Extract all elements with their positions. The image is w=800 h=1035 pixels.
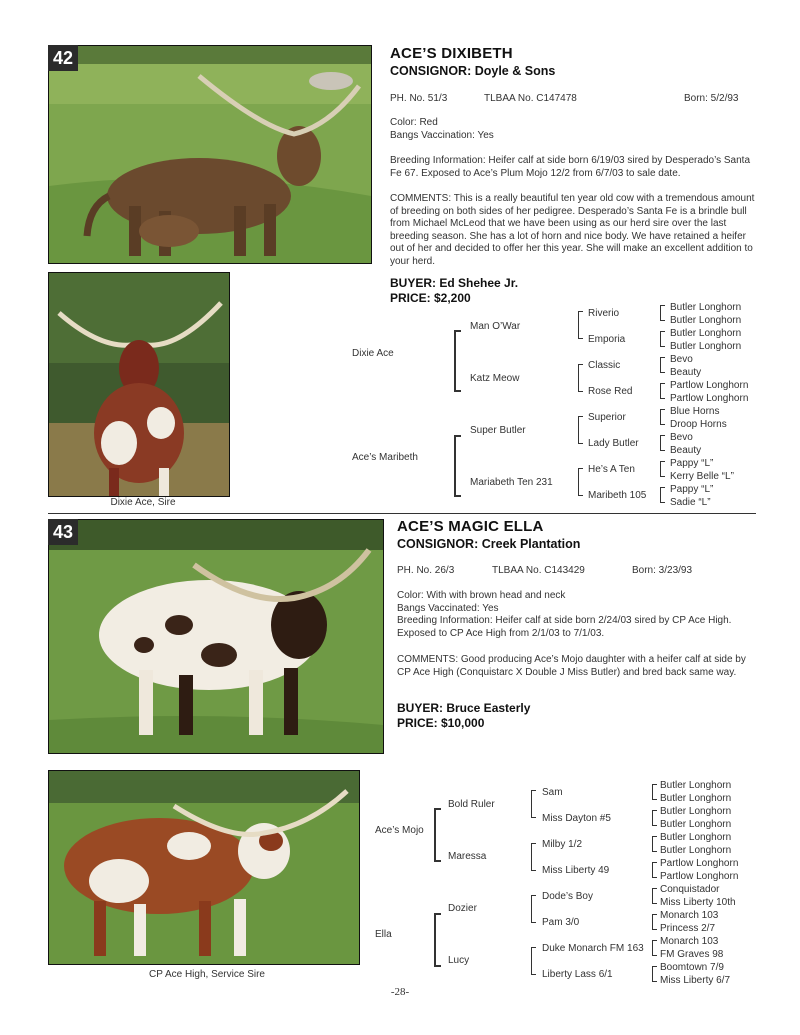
pedigree-gen4: Partlow Longhorn — [660, 858, 739, 869]
pedigree-gen4: Partlow Longhorn — [670, 393, 749, 404]
pedigree-gen2: Mariabeth Ten 231 — [470, 477, 553, 488]
pedigree-gen4: Bevo — [670, 354, 693, 365]
pedigree-gen3: Miss Dayton #5 — [542, 813, 611, 824]
pedigree-gen3: Classic — [588, 360, 621, 371]
service-sire-caption: CP Ace High, Service Sire — [149, 969, 265, 980]
pedigree-gen3: Milby 1/2 — [542, 839, 583, 850]
tlbaa-number: TLBAA No. C147478 — [484, 93, 577, 104]
pedigree-gen4: Princess 2/7 — [660, 923, 716, 934]
pedigree-gen2: Man O’War — [470, 321, 521, 332]
consignor: CONSIGNOR: Doyle & Sons — [390, 64, 556, 78]
pedigree-gen4: FM Graves 98 — [660, 949, 724, 960]
page-number: -28- — [390, 986, 410, 998]
pedigree-gen3: Liberty Lass 6/1 — [542, 969, 613, 980]
pedigree-gen4: Blue Horns — [670, 406, 720, 417]
pedigree-gen3: Miss Liberty 49 — [542, 865, 610, 876]
pedigree-gen4: Monarch 103 — [660, 910, 719, 921]
pedigree-gen3: He’s A Ten — [588, 464, 635, 475]
pedigree-gen3: Riverio — [588, 308, 620, 319]
pedigree-gen2: Katz Meow — [470, 373, 520, 384]
lot-number-badge: 43 — [48, 519, 78, 545]
price: PRICE: $2,200 — [390, 291, 471, 305]
pedigree-gen2: Dozier — [448, 903, 477, 914]
pedigree-gen4: Butler Longhorn — [660, 780, 732, 791]
color-info: Color: With with brown head and neck — [397, 590, 566, 601]
pedigree-gen4: Butler Longhorn — [670, 302, 742, 313]
pedigree-gen3: Superior — [588, 412, 626, 423]
ph-number: PH. No. 26/3 — [397, 565, 455, 576]
sire-caption: Dixie Ace, Sire — [110, 497, 176, 508]
pedigree-gen3: Sam — [542, 787, 563, 798]
buyer: BUYER: Ed Shehee Jr. — [390, 276, 519, 290]
pedigree-gen4: Conquistador — [660, 884, 720, 895]
pedigree-gen4: Monarch 103 — [660, 936, 719, 947]
bangs-info: Bangs Vaccination: Yes — [390, 130, 494, 141]
pedigree-gen3: Dode’s Boy — [542, 891, 593, 902]
pedigree-sire: Dixie Ace — [352, 348, 394, 359]
lot-title: ACE’S DIXIBETH — [390, 45, 513, 62]
service-sire-photo — [48, 770, 360, 965]
breeding-info: Breeding Information: Heifer calf at side born 2/24/03 sired by CP Ace High. Exposed to CP Ace High from 2/1/03 to 7/1/03. — [397, 615, 732, 639]
born-date: Born: 3/23/93 — [632, 565, 693, 576]
pedigree-gen4: Beauty — [670, 445, 702, 456]
pedigree-gen4: Partlow Longhorn — [670, 380, 749, 391]
pedigree-gen4: Butler Longhorn — [670, 328, 742, 339]
pedigree-dam: Ella — [375, 929, 392, 940]
pedigree-gen3: Rose Red — [588, 386, 633, 397]
pedigree-gen3: Duke Monarch FM 163 — [542, 943, 644, 954]
comments: COMMENTS: Good producing Ace’s Mojo daughter with a heifer calf at side by CP Ace High (Conquistarc X Double J Miss Butler) and bred back same way. — [397, 654, 746, 678]
pedigree-gen4: Butler Longhorn — [660, 832, 732, 843]
pedigree-gen4: Droop Horns — [670, 419, 727, 430]
pedigree-gen4: Butler Longhorn — [660, 845, 732, 856]
pedigree-gen2: Maressa — [448, 851, 487, 862]
lot-title: ACE’S MAGIC ELLA — [397, 518, 544, 535]
buyer: BUYER: Bruce Easterly — [397, 701, 531, 715]
consignor: CONSIGNOR: Creek Plantation — [397, 537, 581, 551]
pedigree-gen3: Maribeth 105 — [588, 490, 647, 501]
price: PRICE: $10,000 — [397, 716, 485, 730]
pedigree-gen4: Miss Liberty 6/7 — [660, 975, 731, 986]
pedigree-sire: Ace’s Mojo — [375, 825, 424, 836]
pedigree-gen4: Butler Longhorn — [660, 793, 732, 804]
pedigree-gen4: Butler Longhorn — [670, 341, 742, 352]
pedigree-gen4: Butler Longhorn — [670, 315, 742, 326]
pedigree-gen4: Partlow Longhorn — [660, 871, 739, 882]
section-divider — [48, 513, 756, 514]
pedigree-gen3: Lady Butler — [588, 438, 639, 449]
pedigree-gen4: Sadie “L” — [670, 497, 711, 508]
ph-number: PH. No. 51/3 — [390, 93, 448, 104]
color-info: Color: Red — [390, 117, 438, 128]
pedigree-gen4: Beauty — [670, 367, 702, 378]
bangs-info: Bangs Vaccinated: Yes — [397, 603, 499, 614]
pedigree-gen4: Pappy “L” — [670, 484, 714, 495]
born-date: Born: 5/2/93 — [684, 93, 739, 104]
pedigree-gen4: Miss Liberty 10th — [660, 897, 736, 908]
pedigree-gen4: Kerry Belle “L” — [670, 471, 734, 482]
pedigree-dam: Ace’s Maribeth — [352, 452, 418, 463]
pedigree-gen4: Butler Longhorn — [660, 819, 732, 830]
pedigree-gen4: Boomtown 7/9 — [660, 962, 724, 973]
pedigree-gen4: Bevo — [670, 432, 693, 443]
tlbaa-number: TLBAA No. C143429 — [492, 565, 585, 576]
comments: COMMENTS: This is a really beautiful ten year old cow with a tremendous amount of breeding on both sides of her pedigree. Desperado’s Santa Fe is a brindle bull from Michael McLeod that we have been using as our herd sire over the last breeding season. She has a lot of horn and nice body. We have retained a heifer out of her and decided to offer her this year. She will make an excellent addition to your herd. — [390, 193, 755, 267]
breeding-info: Breeding Information: Heifer calf at side born 6/19/03 sired by Desperado’s Santa Fe 67. Exposed to Ace’s Plum Mojo 12/2 from 6/7/03 to sale date. — [390, 155, 751, 179]
pedigree-gen2: Lucy — [448, 955, 470, 966]
pedigree-gen4: Butler Longhorn — [660, 806, 732, 817]
pedigree-gen4: Pappy “L” — [670, 458, 714, 469]
lot42-cow-photo — [48, 45, 372, 264]
lot43-cow-photo — [48, 519, 384, 754]
pedigree-gen3: Pam 3/0 — [542, 917, 580, 928]
pedigree-gen3: Emporia — [588, 334, 626, 345]
sire-bull-photo — [48, 272, 230, 497]
pedigree-gen2: Bold Ruler — [448, 799, 495, 810]
pedigree-gen2: Super Butler — [470, 425, 526, 436]
lot-number-badge: 42 — [48, 45, 78, 71]
